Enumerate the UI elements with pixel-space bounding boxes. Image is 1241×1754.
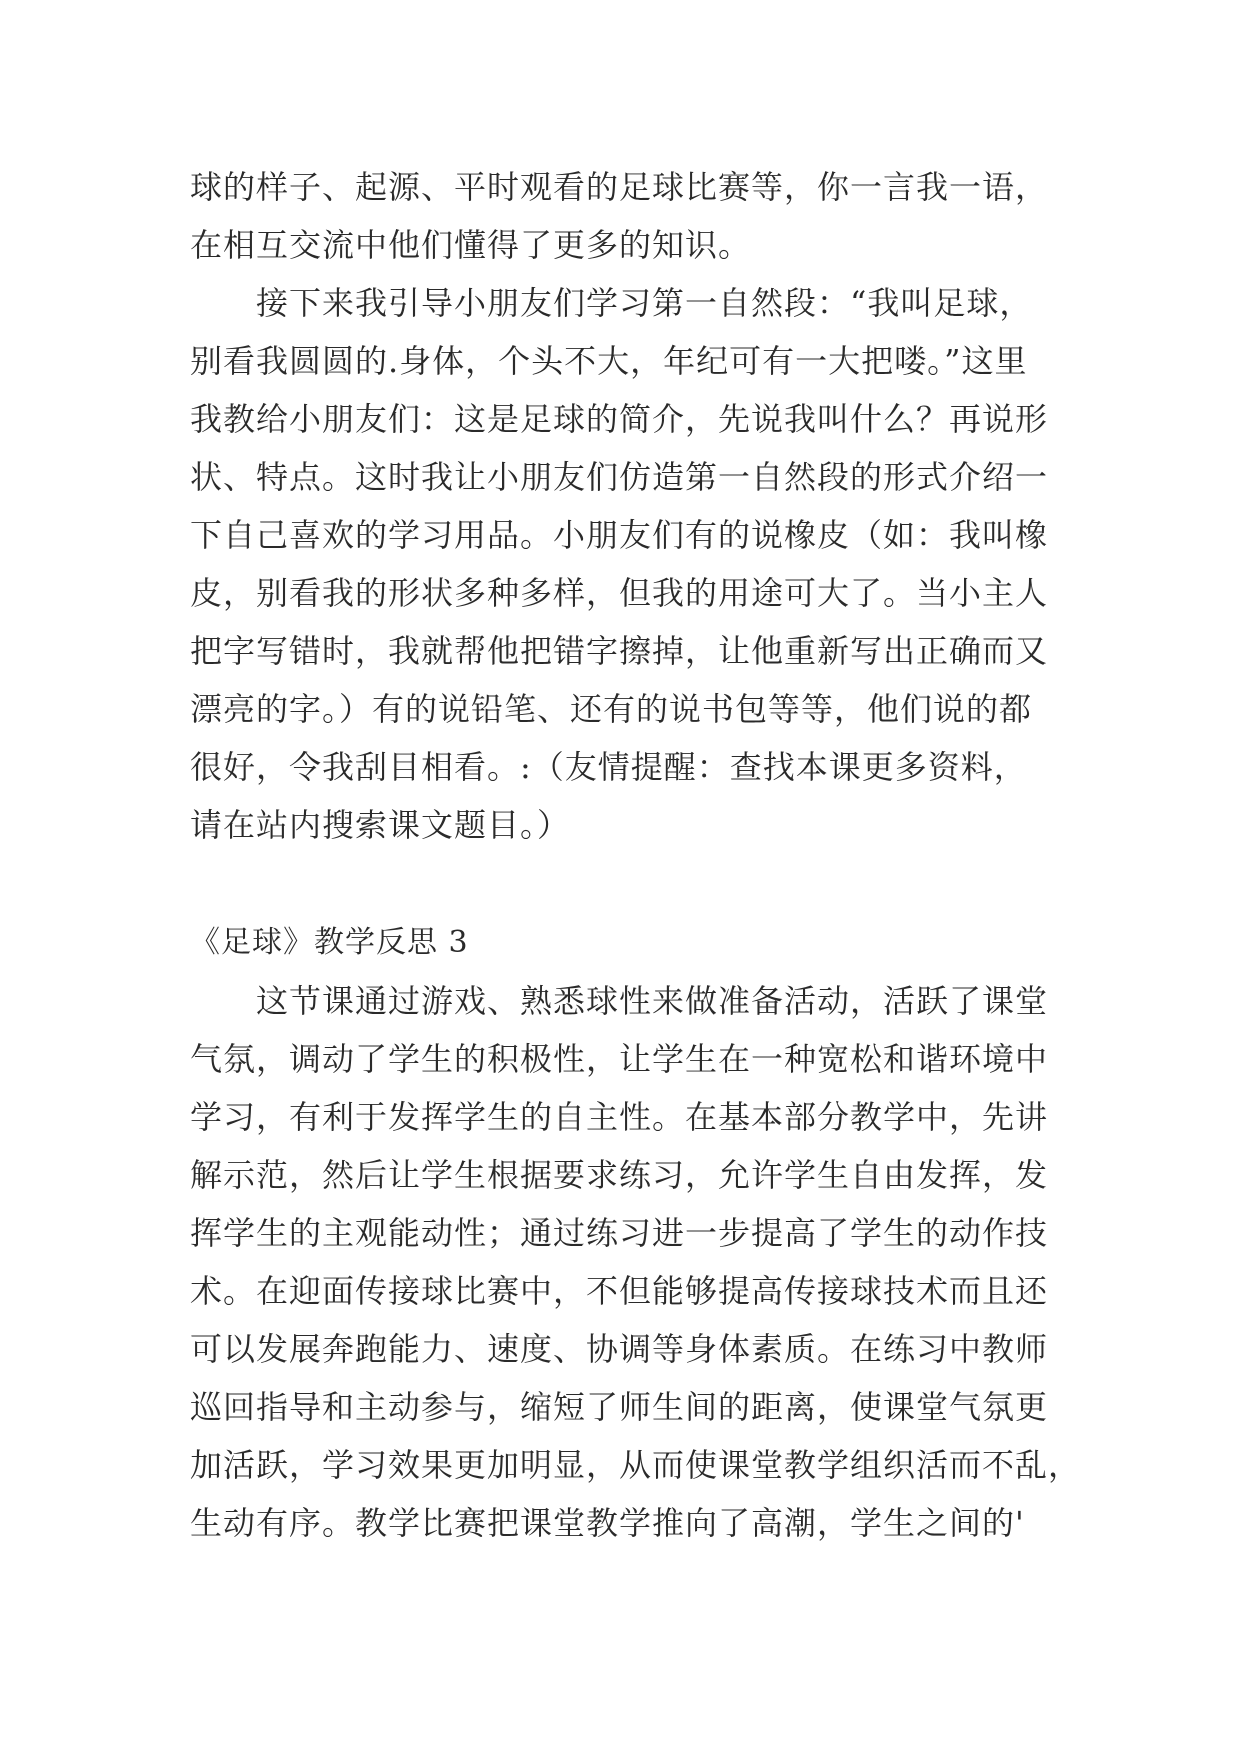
- paragraph-2-line-7: 把字写错时，我就帮他把错字擦掉，让他重新写出正确而又: [190, 632, 1049, 670]
- paragraph-2-line-10: 请在站内搜索课文题目。）: [190, 806, 571, 844]
- paragraph-3-line-5: 挥学生的主观能动性；通过练习进一步提高了学生的动作技: [190, 1214, 1049, 1252]
- paragraph-2-line-8: 漂亮的字。）有的说铅笔、还有的说书包等等，他们说的都: [190, 690, 1033, 728]
- paragraph-2-line-2: 别看我圆圆的.身体，个头不大，年纪可有一大把喽。”这里: [190, 342, 1028, 380]
- paragraph-1-line-1: 球的样子、起源、平时观看的足球比赛等，你一言我一语，: [190, 168, 1049, 206]
- paragraph-3-line-2: 气氛，调动了学生的积极性，让学生在一种宽松和谐环境中: [190, 1040, 1049, 1078]
- paragraph-3-line-9: 加活跃，学习效果更加明显，从而使课堂教学组织活而不乱，: [190, 1446, 1082, 1484]
- paragraph-2-line-3: 我教给小朋友们：这是足球的简介，先说我叫什么？再说形: [190, 400, 1049, 438]
- paragraph-3-line-1: 这节课通过游戏、熟悉球性来做准备活动，活跃了课堂: [190, 982, 1049, 1020]
- paragraph-1-line-2: 在相互交流中他们懂得了更多的知识。: [190, 226, 752, 264]
- paragraph-3-line-10: 生动有序。教学比赛把课堂教学推向了高潮，学生之间的': [190, 1504, 1025, 1542]
- section-heading: 《足球》教学反思 3: [190, 925, 469, 960]
- paragraph-3-line-4: 解示范，然后让学生根据要求练习，允许学生自由发挥，发: [190, 1156, 1049, 1194]
- paragraph-3-line-8: 巡回指导和主动参与，缩短了师生间的距离，使课堂气氛更: [190, 1388, 1049, 1426]
- paragraph-3-line-6: 术。在迎面传接球比赛中，不但能够提高传接球技术而且还: [190, 1272, 1049, 1310]
- paragraph-3-line-3: 学习，有利于发挥学生的自主性。在基本部分教学中，先讲: [190, 1098, 1049, 1136]
- paragraph-2-line-9: 很好，令我刮目相看。:（友情提醒：查找本课更多资料，: [190, 748, 1027, 786]
- paragraph-2-line-5: 下自己喜欢的学习用品。小朋友们有的说橡皮（如：我叫橡: [190, 516, 1049, 554]
- paragraph-2-line-4: 状、特点。这时我让小朋友们仿造第一自然段的形式介绍一: [190, 458, 1049, 496]
- paragraph-2-line-6: 皮，别看我的形状多种多样，但我的用途可大了。当小主人: [190, 574, 1049, 612]
- paragraph-3-line-7: 可以发展奔跑能力、速度、协调等身体素质。在练习中教师: [190, 1330, 1049, 1368]
- paragraph-2-line-1: 接下来我引导小朋友们学习第一自然段：“我叫足球，: [190, 284, 1033, 322]
